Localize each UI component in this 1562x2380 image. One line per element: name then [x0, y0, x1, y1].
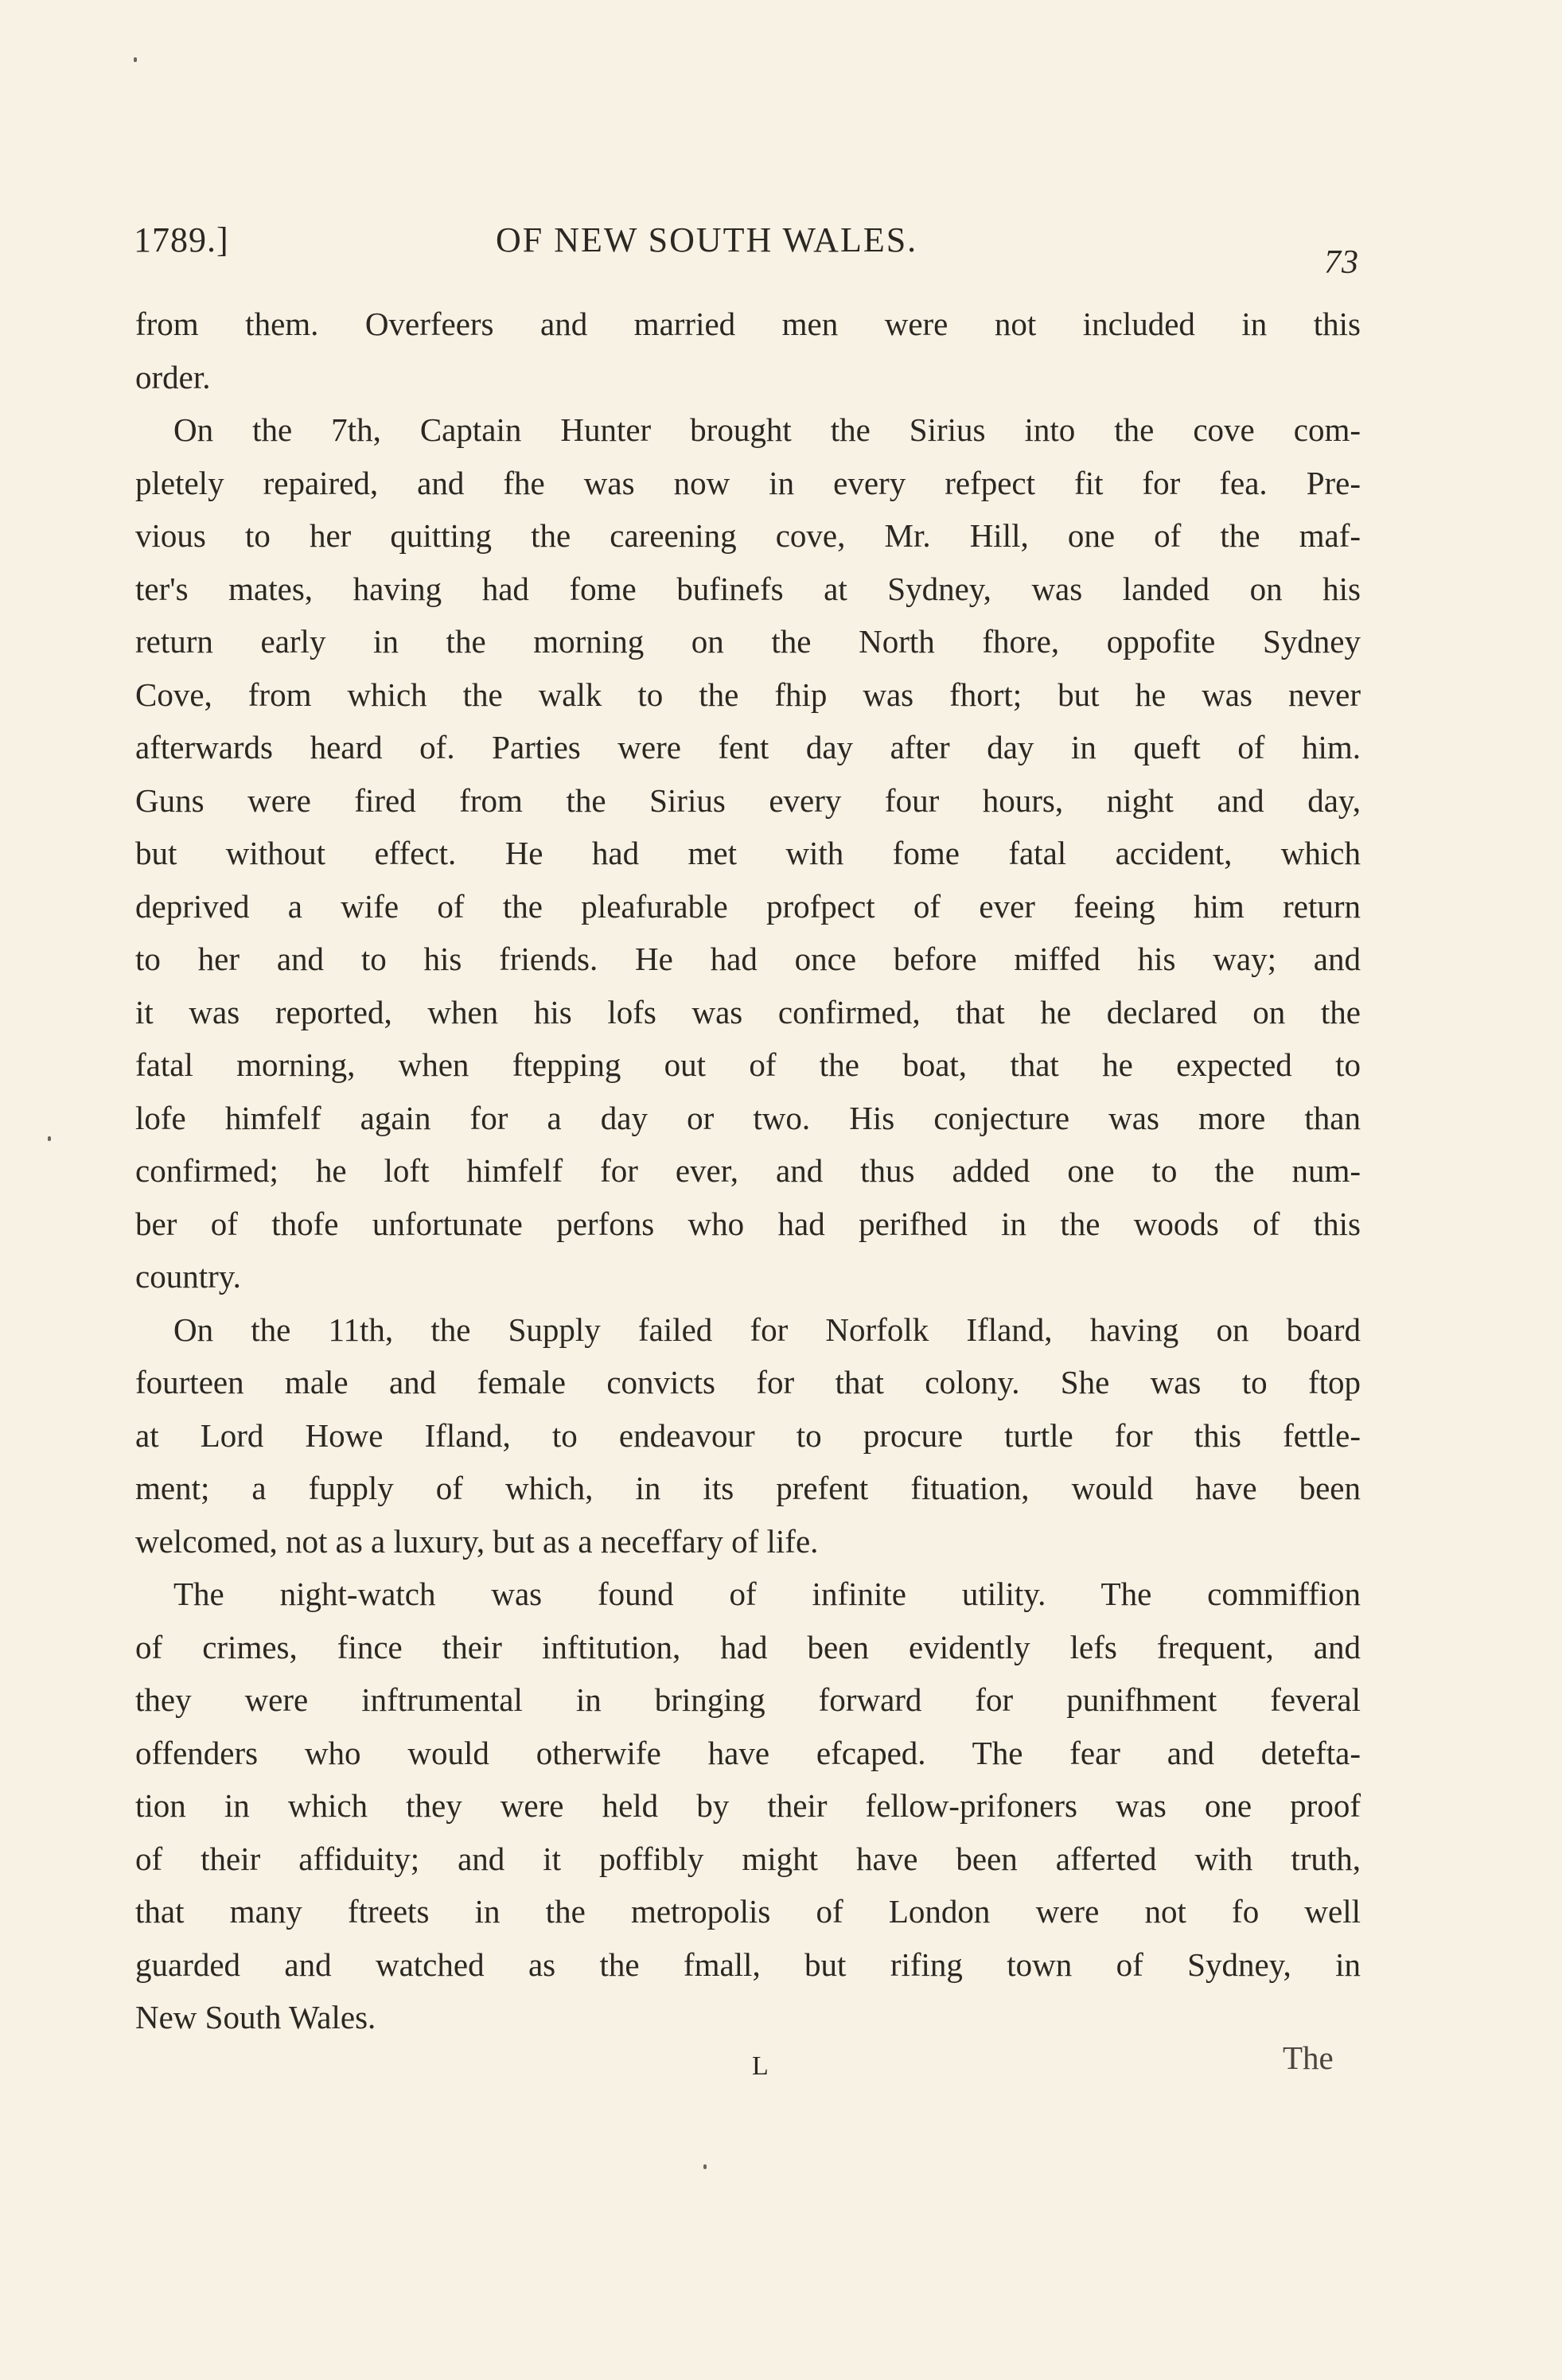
- text-line: at Lord Howe Ifland, to endeavour to procure turtle for this fettle-: [135, 1416, 1361, 1454]
- text-line: fatal morning, when ftepping out of the boat, that he expected to: [135, 1046, 1361, 1083]
- text-line: confirmed; he loft himfelf for ever, and thus added one to the num-: [135, 1152, 1361, 1189]
- running-head: [134, 215, 1359, 281]
- text-line: On the 11th, the Supply failed for Norfolk Ifland, having on board: [173, 1311, 1361, 1348]
- catchword: The: [1283, 2039, 1334, 2076]
- running-head-year: 1789.]: [134, 220, 229, 259]
- text-line: country.: [135, 1258, 241, 1295]
- ink-speck: [134, 57, 137, 62]
- text-line: afterwards heard of. Parties were fent day after day in queft of him.: [135, 729, 1361, 765]
- text-line: deprived a wife of the pleafurable profpect of ever feeing him return: [135, 887, 1361, 925]
- signature-mark: L: [752, 2051, 769, 2081]
- running-head-title: OF NEW SOUTH WALES.: [496, 220, 918, 259]
- text-line: offenders who would otherwife have efcaped. The fear and detefta-: [135, 1734, 1361, 1771]
- text-line: that many ftreets in the metropolis of London were not fo well: [135, 1893, 1361, 1930]
- text-line: fourteen male and female convicts for that colony. She was to ftop: [135, 1364, 1361, 1400]
- text-line: they were inftrumental in bringing forward for punifhment feveral: [135, 1681, 1361, 1718]
- text-line: return early in the morning on the North fhore, oppofite Sydney: [135, 623, 1361, 660]
- text-line: order.: [135, 358, 211, 395]
- text-line: welcomed, not as a luxury, but as a neceffary of life.: [135, 1522, 819, 1560]
- ink-speck: [48, 1136, 51, 1141]
- text-line: ment; a fupply of which, in its prefent fituation, would have been: [135, 1470, 1361, 1506]
- text-line: pletely repaired, and fhe was now in every refpect fit for fea. Pre-: [135, 464, 1361, 501]
- text-line: of their affiduity; and it poffibly might have been afferted with truth,: [135, 1840, 1361, 1877]
- text-line: lofe himfelf again for a day or two. His conjecture was more than: [135, 1099, 1361, 1136]
- text-line: The night-watch was found of infinite utility. The commiffion: [173, 1576, 1361, 1612]
- text-line: of crimes, fince their inftitution, had been evidently lefs frequent, and: [135, 1628, 1361, 1665]
- text-line: Cove, from which the walk to the fhip was fhort; but he was never: [135, 676, 1361, 713]
- text-line: On the 7th, Captain Hunter brought the Sirius into the cove com-: [173, 411, 1361, 448]
- text-line: from them. Overfeers and married men were not included in this: [135, 306, 1361, 342]
- text-line: ter's mates, having had fome bufinefs at Sydney, was landed on his: [135, 570, 1361, 607]
- text-line: it was reported, when his lofs was confirmed, that he declared on the: [135, 993, 1361, 1030]
- text-line: to her and to his friends. He had once before miffed his way; and: [135, 941, 1361, 977]
- text-line: guarded and watched as the fmall, but rifing town of Sydney, in: [135, 1946, 1361, 1983]
- page-number: 73: [1324, 244, 1359, 281]
- text-line: but without effect. He had met with fome fatal accident, which: [135, 835, 1361, 871]
- ink-speck: [703, 2164, 707, 2169]
- text-line: vious to her quitting the careening cove, Mr. Hill, one of the maf-: [135, 517, 1361, 554]
- body-text: [135, 298, 1361, 2044]
- text-line: Guns were fired from the Sirius every four hours, night and day,: [135, 781, 1361, 819]
- text-line: New South Wales.: [135, 1999, 376, 2035]
- text-line: ber of thofe unfortunate perfons who had perifhed in the woods of this: [135, 1205, 1361, 1242]
- text-line: tion in which they were held by their fellow-prifoners was one proof: [135, 1787, 1361, 1824]
